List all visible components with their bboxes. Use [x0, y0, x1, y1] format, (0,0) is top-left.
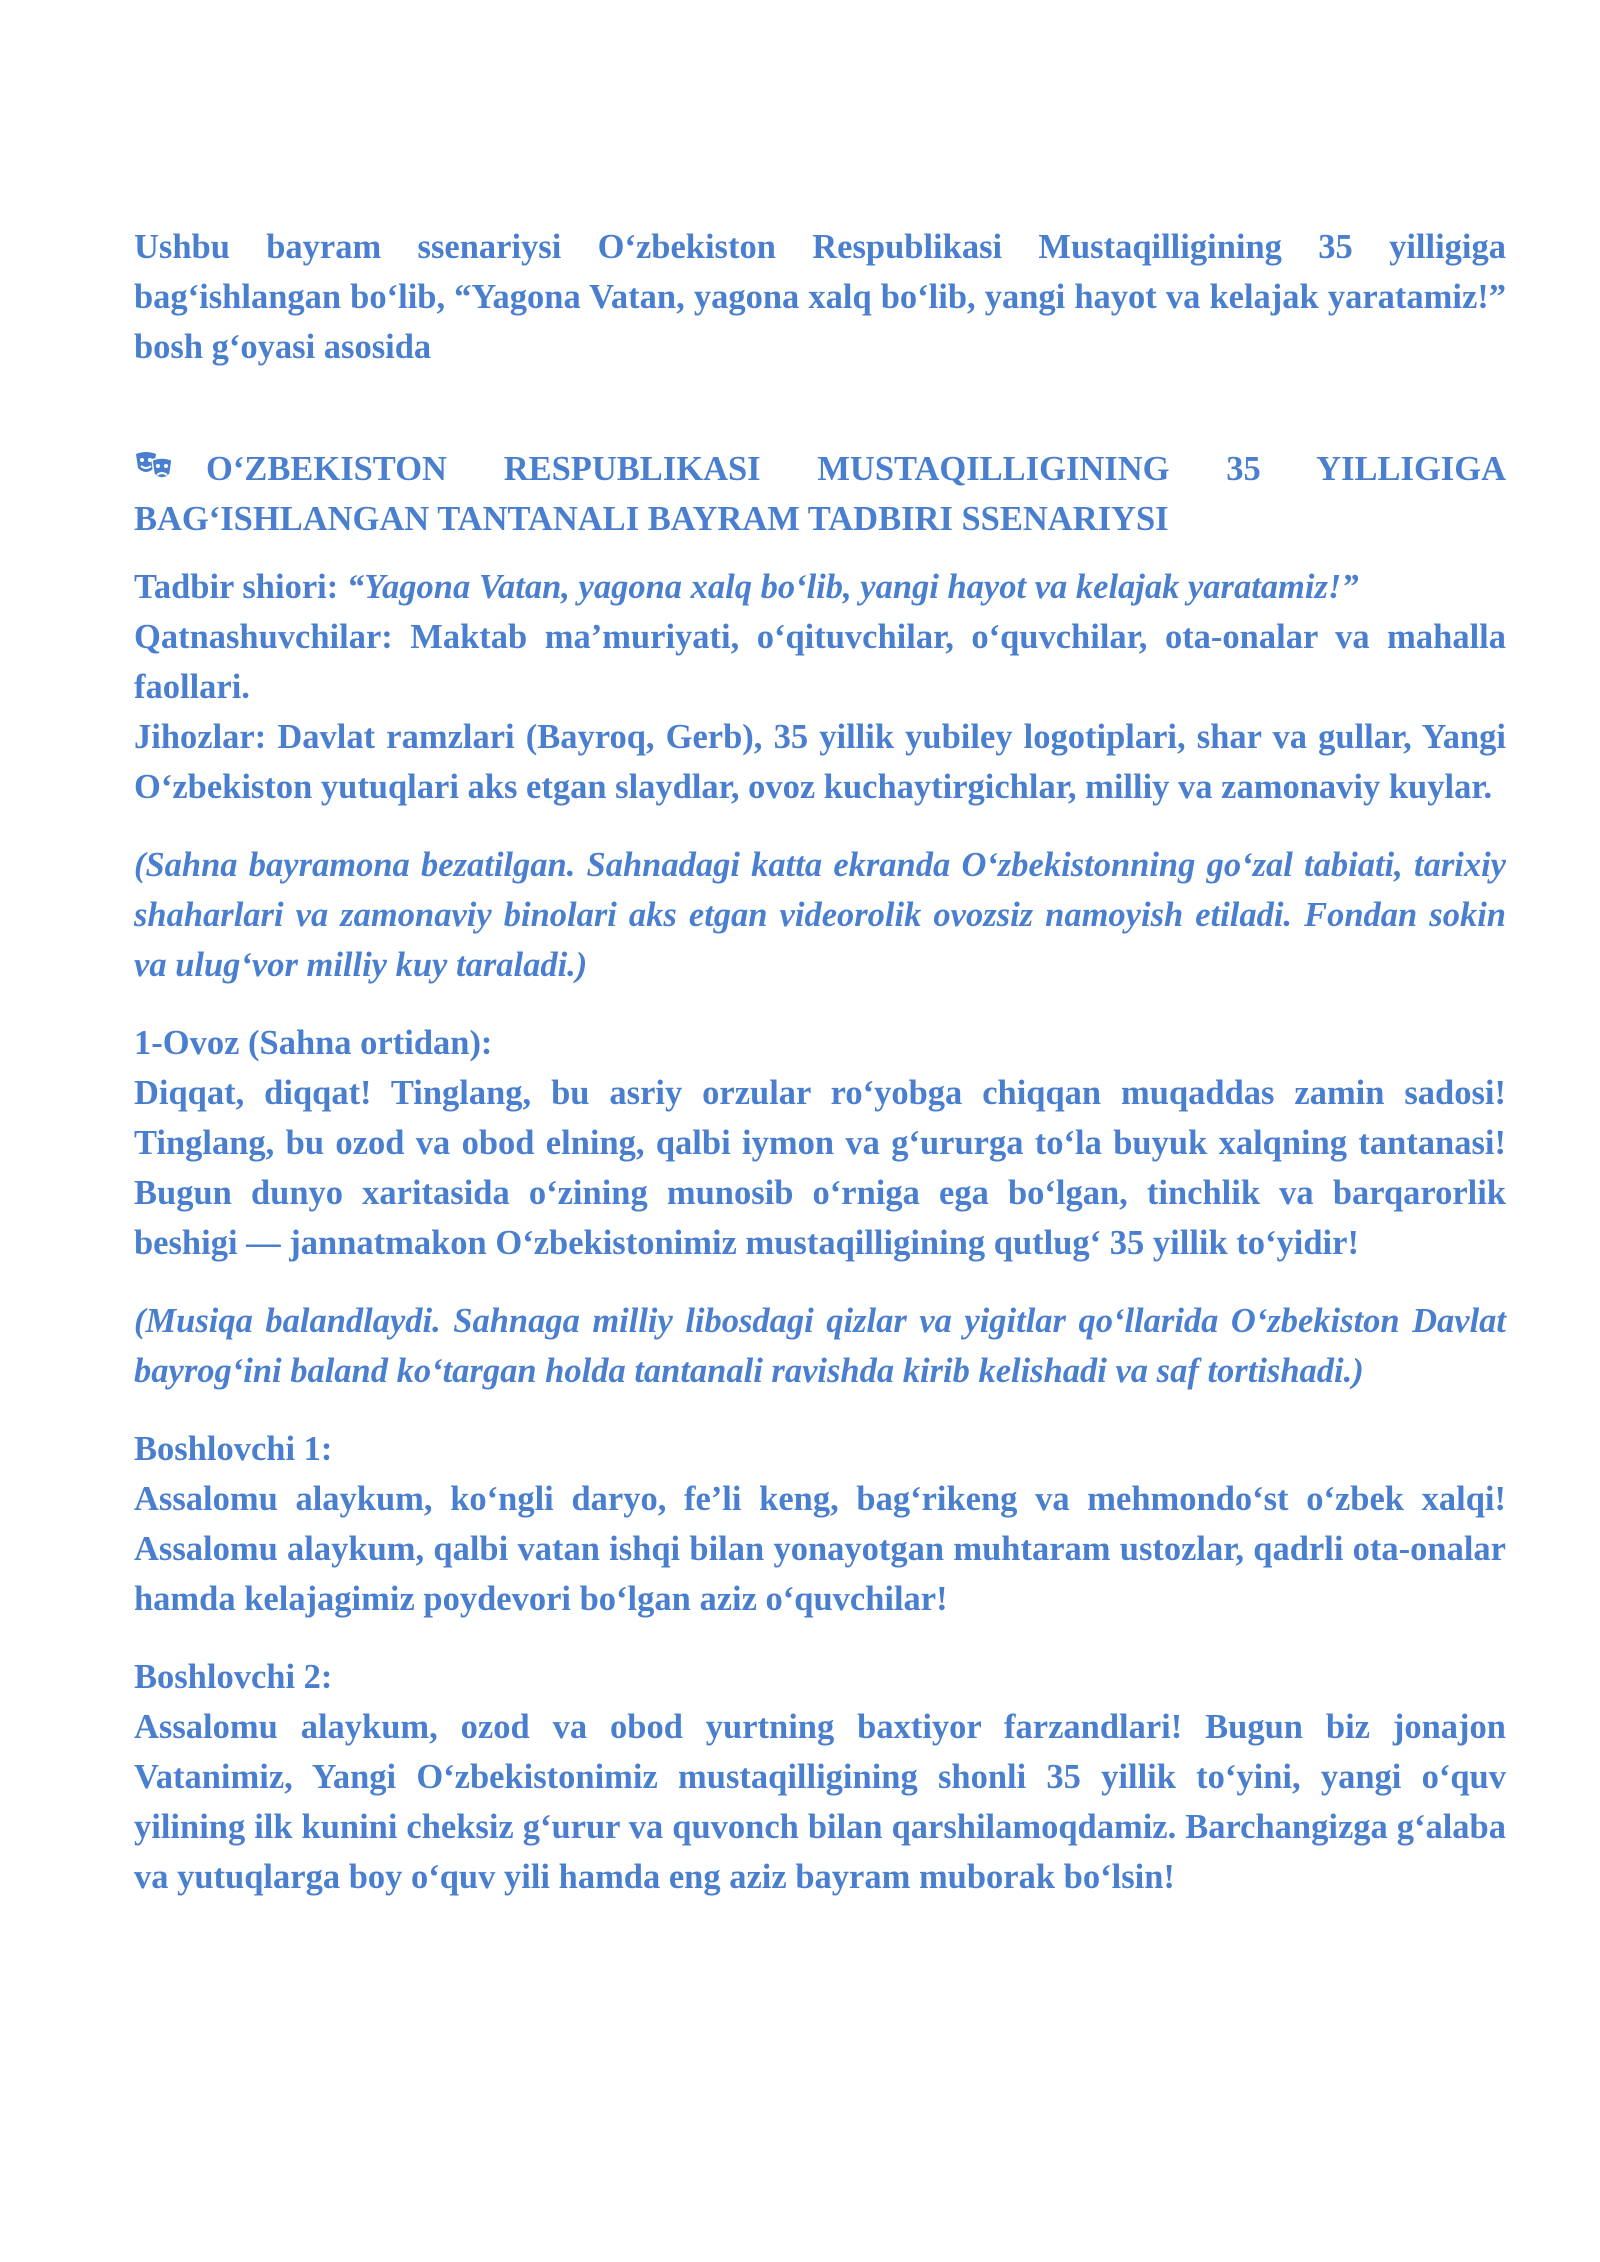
- participants-line: Qatnashuvchilar: Maktab ma’muriyati, o‘qituvchilar, o‘quvchilar, ota-onalar va mahalla faollari.: [134, 618, 1506, 706]
- host-1-text: Assalomu alaykum, ko‘ngli daryo, fe’li keng, bag‘rikeng va mehmondo‘st o‘zbek xalqi! Assalomu alaykum, qalbi vatan ishqi bilan yonayotgan muhtaram ustozlar, qadrli ota-onalar hamda kelajagimiz poydevori bo‘lgan aziz o‘quvchilar!: [134, 1480, 1506, 1618]
- document-page: [134, 222, 1506, 1930]
- voice-1-speaker: 1-Ovoz (Sahna ortidan):: [134, 1024, 493, 1062]
- stage-direction-1: (Sahna bayramona bezatilgan. Sahnadagi katta ekranda O‘zbekistonning go‘zal tabiati, tarixiy shaharlari va zamonaviy binolari aks etgan videorolik ovozsiz namoyish etiladi. Fondan sokin va ulug‘vor milliy kuy taraladi.): [134, 846, 1506, 984]
- equipment-line: Jihozlar: Davlat ramzlari (Bayroq, Gerb), 35 yillik yubiley logotiplari, shar va gullar, Yangi O‘zbekiston yutuqlari aks etgan slaydlar, ovoz kuchaytirgichlar, milliy va zamonaviy kuylar.: [134, 718, 1506, 806]
- slogan-line: [134, 562, 1506, 612]
- host-1-speaker: Boshlovchi 1:: [134, 1430, 333, 1468]
- performing-arts-masks-icon: [134, 448, 174, 482]
- host-1-block: [134, 1424, 1506, 1624]
- voice-1-block: [134, 1018, 1506, 1268]
- host-2-speaker: Boshlovchi 2:: [134, 1658, 333, 1696]
- event-meta: [134, 562, 1506, 812]
- intro-paragraph: Ushbu bayram ssenariysi O‘zbekiston Respublikasi Mustaqilligining 35 yilligiga bag‘ishlangan bo‘lib, “Yagona Vatan, yagona xalq bo‘lib, yangi hayot va kelajak yaratamiz!” bosh g‘oyasi asosida: [134, 228, 1506, 366]
- stage-direction-2: (Musiqa balandlaydi. Sahnaga milliy libosdagi qizlar va yigitlar qo‘llarida O‘zbekiston Davlat bayrog‘ini baland ko‘targan holda tantanali ravishda kirib kelishadi va saf tortishadi.): [134, 1302, 1506, 1390]
- slogan-value: “Yagona Vatan, yagona xalq bo‘lib, yangi hayot va kelajak yaratamiz!”: [346, 568, 1359, 606]
- host-2-block: [134, 1652, 1506, 1902]
- document-heading: [134, 444, 1506, 544]
- slogan-label: Tadbir shiori:: [134, 568, 339, 606]
- host-2-text: Assalomu alaykum, ozod va obod yurtning baxtiyor farzandlari! Bugun biz jonajon Vatanimiz, Yangi O‘zbekistonimiz mustaqilligining shonli 35 yillik to‘yini, yangi o‘quv yilining ilk kunini cheksiz g‘urur va quvonch bilan qarshilamoqdamiz. Barchangizga g‘alaba va yutuqlarga boy o‘quv yili hamda eng aziz bayram muborak bo‘lsin!: [134, 1708, 1506, 1896]
- voice-1-text: Diqqat, diqqat! Tinglang, bu asriy orzular ro‘yobga chiqqan muqaddas zamin sadosi! Tinglang, bu ozod va obod elning, qalbi iymon va g‘ururga to‘la buyuk xalqning tantanasi! Bugun dunyo xaritasida o‘zining munosib o‘rniga ega bo‘lgan, tinchlik va barqarorlik beshigi — jannatmakon O‘zbekistonimiz mustaqilligining qutlug‘ 35 yillik to‘yidir!: [134, 1074, 1506, 1262]
- heading-text: O‘ZBEKISTON RESPUBLIKASI MUSTAQILLIGINING 35 YILLIGIGA BAG‘ISHLANGAN TANTANALI BAYRAM TADBIRI SSENARIYSI: [134, 450, 1506, 538]
